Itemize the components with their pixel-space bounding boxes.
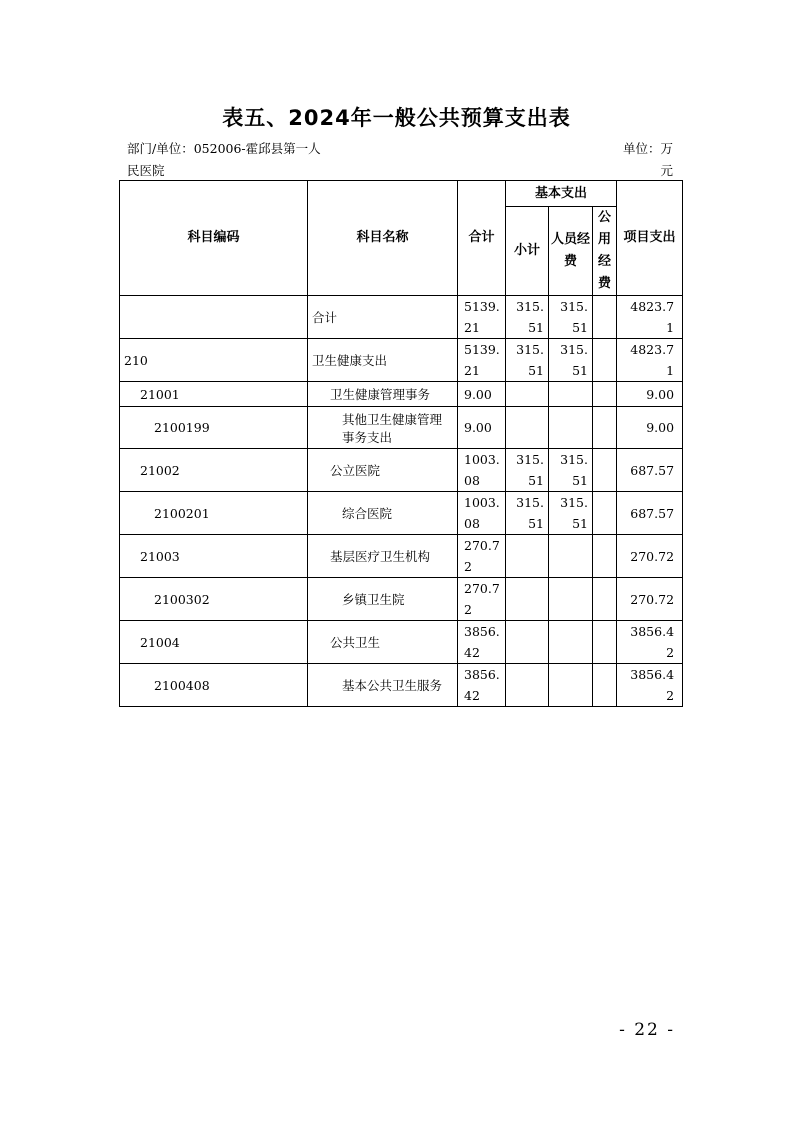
cell-code: 21002 (120, 449, 308, 492)
cell-personnel: 315.51 (549, 492, 593, 535)
cell-public (593, 339, 617, 382)
cell-name: 卫生健康管理事务 (308, 382, 458, 407)
cell-public (593, 407, 617, 449)
table-row (120, 535, 683, 578)
cell-personnel: 315.51 (549, 296, 593, 339)
cell-total: 270.72 (458, 535, 506, 578)
header-subtotal: 小计 (506, 207, 549, 296)
cell-public (593, 621, 617, 664)
cell-project: 687.57 (617, 492, 683, 535)
cell-code: 210 (120, 339, 308, 382)
cell-subtotal (506, 578, 549, 621)
cell-total: 1003.08 (458, 492, 506, 535)
cell-public (593, 449, 617, 492)
table-row (120, 664, 683, 707)
header-public: 公用经费 (593, 207, 617, 296)
cell-project: 9.00 (617, 382, 683, 407)
cell-total: 1003.08 (458, 449, 506, 492)
cell-project: 270.72 (617, 535, 683, 578)
cell-name: 其他卫生健康管理事务支出 (308, 407, 458, 449)
cell-public (593, 578, 617, 621)
cell-subtotal (506, 535, 549, 578)
page-title: 表五、2024年一般公共预算支出表 (222, 106, 571, 130)
cell-project: 4823.71 (617, 296, 683, 339)
cell-total: 9.00 (458, 407, 506, 449)
cell-name: 公共卫生 (308, 621, 458, 664)
cell-total: 270.72 (458, 578, 506, 621)
cell-subtotal: 315.51 (506, 449, 549, 492)
cell-total: 3856.42 (458, 664, 506, 707)
cell-public (593, 296, 617, 339)
cell-personnel (549, 535, 593, 578)
cell-code: 21004 (120, 621, 308, 664)
table-row (120, 339, 683, 382)
table-row (120, 382, 683, 407)
cell-name: 卫生健康支出 (308, 339, 458, 382)
cell-public (593, 492, 617, 535)
header-code: 科目编码 (120, 181, 308, 296)
cell-code: 2100201 (120, 492, 308, 535)
header-project: 项目支出 (617, 181, 683, 296)
page-number: - 22 - (619, 1020, 675, 1040)
cell-subtotal (506, 664, 549, 707)
cell-personnel (549, 621, 593, 664)
cell-code: 21001 (120, 382, 308, 407)
cell-public (593, 535, 617, 578)
cell-code (120, 296, 308, 339)
cell-name: 综合医院 (308, 492, 458, 535)
cell-code: 2100408 (120, 664, 308, 707)
cell-project: 9.00 (617, 407, 683, 449)
table-row (120, 449, 683, 492)
table-row (120, 492, 683, 535)
cell-project: 3856.42 (617, 621, 683, 664)
cell-subtotal (506, 407, 549, 449)
table-row (120, 621, 683, 664)
budget-expenditure-table (119, 180, 683, 707)
cell-public (593, 664, 617, 707)
cell-subtotal: 315.51 (506, 492, 549, 535)
cell-personnel: 315.51 (549, 449, 593, 492)
cell-personnel (549, 382, 593, 407)
cell-personnel (549, 578, 593, 621)
cell-personnel: 315.51 (549, 339, 593, 382)
cell-name: 基本公共卫生服务 (308, 664, 458, 707)
cell-code: 21003 (120, 535, 308, 578)
header-personnel: 人员经费 (549, 207, 593, 296)
cell-project: 270.72 (617, 578, 683, 621)
header-total: 合计 (458, 181, 506, 296)
cell-total: 5139.21 (458, 296, 506, 339)
table-row (120, 407, 683, 449)
cell-code: 2100302 (120, 578, 308, 621)
cell-name: 公立医院 (308, 449, 458, 492)
header-basic: 基本支出 (506, 181, 617, 207)
cell-project: 687.57 (617, 449, 683, 492)
cell-name: 基层医疗卫生机构 (308, 535, 458, 578)
cell-subtotal: 315.51 (506, 339, 549, 382)
cell-public (593, 382, 617, 407)
cell-name: 乡镇卫生院 (308, 578, 458, 621)
header-name: 科目名称 (308, 181, 458, 296)
cell-project: 4823.71 (617, 339, 683, 382)
department-label: 部门/单位：052006-霍邱县第一人民医院 (127, 141, 321, 178)
unit-label: 单位：万元 (622, 141, 673, 178)
table-row (120, 578, 683, 621)
cell-personnel (549, 407, 593, 449)
cell-total: 3856.42 (458, 621, 506, 664)
cell-total: 5139.21 (458, 339, 506, 382)
cell-name: 合计 (308, 296, 458, 339)
cell-code: 2100199 (120, 407, 308, 449)
cell-subtotal (506, 621, 549, 664)
cell-subtotal (506, 382, 549, 407)
cell-project: 3856.42 (617, 664, 683, 707)
cell-total: 9.00 (458, 382, 506, 407)
cell-personnel (549, 664, 593, 707)
cell-subtotal: 315.51 (506, 296, 549, 339)
table-row (120, 296, 683, 339)
